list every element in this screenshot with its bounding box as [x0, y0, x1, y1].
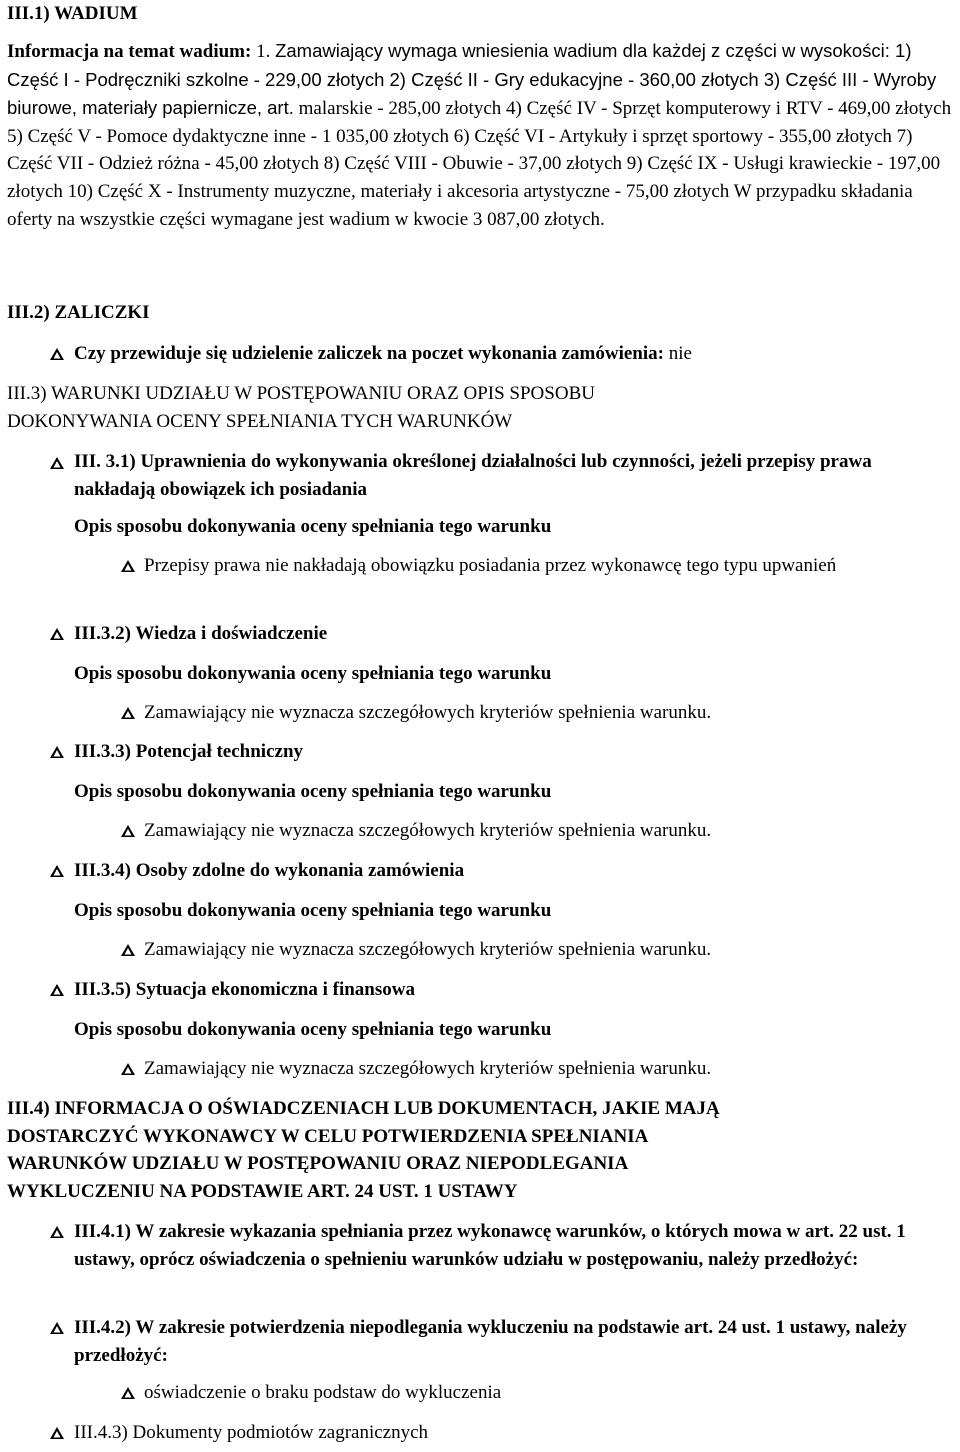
triangle-marker-icon	[120, 705, 136, 721]
triangle-marker-icon	[49, 1224, 65, 1240]
wadium-info-label: Informacja na temat wadium:	[7, 41, 252, 62]
warunek-desc-label: Opis sposobu dokonywania oceny spełniania tego warunku	[74, 663, 552, 684]
triangle-marker-icon	[49, 1320, 65, 1336]
wadium-info-text-cont: malarskie - 285,00 złotych 4) Część IV - Sprzęt komputerowy i RTV - 469,00 złotych 5) Część V - Pomoce dydaktyczne inne - 1 035,00 złotych 6) Część VI - Artykuły i sprzęt sportowy - 355,00 złotych 7) Część VII - Odzież różna - 45,00 złotych 8) Część VIII - Obuwie - 37,00 złotych 9) Część IX - Usługi krawieckie - 197,00 złotych 10) Część X - Instrumenty muzyczne, materiały i akcesoria artystyczne - 75,00 złotych W przypadku składania oferty na wszystkie części wymagane jest wadium w kwocie 3 087,00 złotych.	[7, 98, 952, 230]
oswiadczenie-item-3: III.4.3) Dokumenty podmiotów zagranicznych	[74, 1422, 429, 1443]
zaliczki-question-label: Czy przewiduje się udzielenie zaliczek na poczet wykonania zamówienia:	[74, 343, 664, 364]
zaliczki-question	[74, 340, 954, 368]
warunek-desc-label: Opis sposobu dokonywania oceny spełniania tego warunku	[74, 516, 552, 537]
warunek-title: III.3.3) Potencjał techniczny	[74, 741, 304, 762]
triangle-marker-icon	[49, 982, 65, 998]
warunek-desc-label: Opis sposobu dokonywania oceny spełniania tego warunku	[74, 1019, 552, 1040]
section-title-wadium: III.1) WADIUM	[7, 3, 138, 24]
section-title-warunki-line2: DOKONYWANIA OCENY SPEŁNIANIA TYCH WARUNKÓW	[7, 410, 513, 432]
triangle-marker-icon	[49, 455, 65, 471]
oswiadczenie-item-2: III.4.2) W zakresie potwierdzenia niepodlegania wykluczeniu na podstawie art. 24 ust. 1 ustawy, należy przedłożyć:	[74, 1317, 907, 1366]
warunek-desc: Zamawiający nie wyznacza szczegółowych kryteriów spełnienia warunku.	[144, 1058, 712, 1079]
section-title-zaliczki: III.2) ZALICZKI	[7, 302, 150, 323]
warunek-desc: Zamawiający nie wyznacza szczegółowych kryteriów spełnienia warunku.	[144, 939, 712, 960]
triangle-marker-icon	[49, 863, 65, 879]
section-title-oswiadczenia-line4: WYKLUCZENIU NA PODSTAWIE ART. 24 UST. 1 USTAWY	[7, 1180, 518, 1202]
warunek-desc-label: Opis sposobu dokonywania oceny spełniania tego warunku	[74, 900, 552, 921]
warunek-desc-label: Opis sposobu dokonywania oceny spełniania tego warunku	[74, 781, 552, 802]
section-title-warunki	[7, 380, 947, 435]
wadium-info-num: 1.	[256, 41, 271, 62]
warunek-title: III.3.4) Osoby zdolne do wykonania zamówienia	[74, 860, 465, 881]
section-title-warunki-line1: III.3) WARUNKI UDZIAŁU W POSTĘPOWANIU ORAZ OPIS SPOSOBU	[7, 383, 595, 404]
triangle-marker-icon	[49, 626, 65, 642]
warunek-title: III.3.5) Sytuacja ekonomiczna i finansowa	[74, 979, 415, 1000]
warunek-desc: Zamawiający nie wyznacza szczegółowych kryteriów spełnienia warunku.	[144, 820, 712, 841]
warunek-title: III.3.2) Wiedza i doświadczenie	[74, 623, 328, 644]
zaliczki-answer: nie	[668, 343, 692, 364]
oswiadczenie-item-2-sub: oświadczenie o braku podstaw do wykluczenia	[144, 1382, 502, 1403]
triangle-marker-icon	[120, 1061, 136, 1077]
triangle-marker-icon	[120, 1385, 136, 1401]
triangle-marker-icon	[120, 942, 136, 958]
section-title-oswiadczenia-line1: III.4) INFORMACJA O OŚWIADCZENIACH LUB DOKUMENTACH, JAKIE MAJĄ	[7, 1098, 720, 1119]
triangle-marker-icon	[49, 346, 65, 362]
warunek-desc: Przepisy prawa nie nakładają obowiązku posiadania przez wykonawcę tego typu upwanień	[144, 555, 837, 576]
section-title-oswiadczenia-line2: DOSTARCZYĆ WYKONAWCY W CELU POTWIERDZENIA SPEŁNIANIA	[7, 1125, 649, 1147]
triangle-marker-icon	[120, 823, 136, 839]
triangle-marker-icon	[120, 558, 136, 574]
triangle-marker-icon	[49, 1425, 65, 1441]
warunek-desc: Zamawiający nie wyznacza szczegółowych kryteriów spełnienia warunku.	[144, 702, 712, 723]
section-title-oswiadczenia	[7, 1095, 947, 1205]
warunek-title: III. 3.1) Uprawnienia do wykonywania określonej działalności lub czynności, jeżeli przepisy prawa nakładają obowiązek ich posiadania	[74, 451, 872, 500]
triangle-marker-icon	[49, 744, 65, 760]
wadium-info	[7, 37, 960, 233]
oswiadczenie-item-1: III.4.1) W zakresie wykazania spełniania przez wykonawcę warunków, o których mowa w art. 22 ust. 1 ustawy, oprócz oświadczenia o spełnieniu warunków udziału w postępowaniu, należy przedłożyć:	[74, 1221, 906, 1270]
wadium-info-text: Zamawiający wymaga wniesienia wadium dla każdej z części w wysokości: 1) Część I - Podręczniki szkolne - 229,00 złotych 2) Część II - Gry edukacyjne - 360,00 złotych 3) Część III - Wyroby biurowe, materiały papiernicze, art.	[7, 40, 937, 119]
section-title-oswiadczenia-line3: WARUNKÓW UDZIAŁU W POSTĘPOWANIU ORAZ NIEPODLEGANIA	[7, 1153, 629, 1175]
